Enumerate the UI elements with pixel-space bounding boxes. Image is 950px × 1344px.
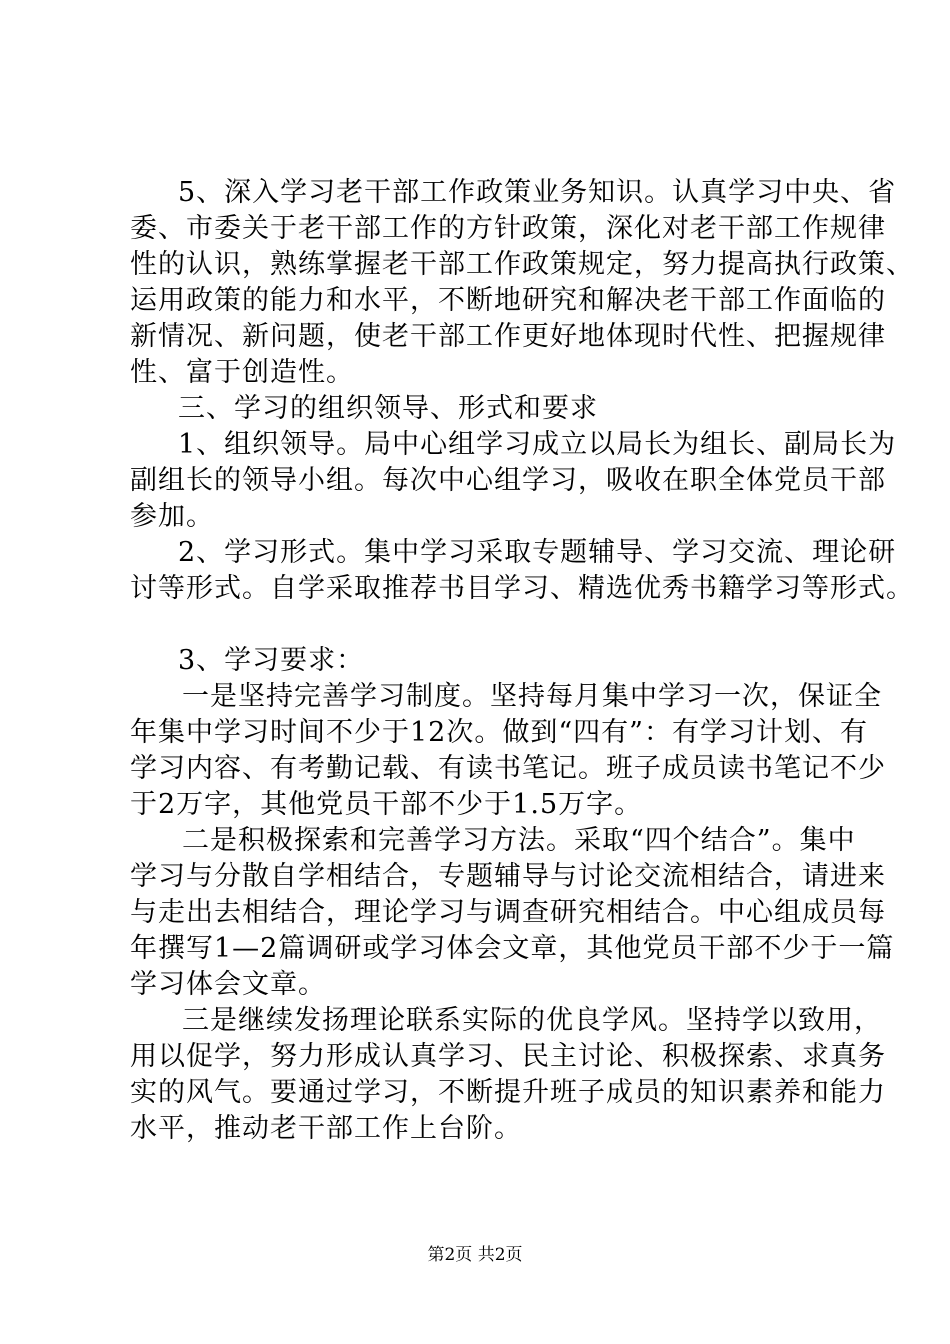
page-footer: 第2页 共2页: [427, 1245, 523, 1265]
paragraph-line: 委、市委关于老干部工作的方针政策，深化对老干部工作规律: [130, 213, 886, 244]
paragraph-line: 性的认识，熟练掌握老干部工作政策规定，努力提高执行政策、: [130, 249, 914, 280]
paragraph-line: 年撰写1—2篇调研或学习体会文章，其他党员干部不少于一篇: [130, 933, 895, 964]
paragraph-line: 3、学习要求：: [178, 645, 365, 676]
paragraph-line: 用以促学，努力形成认真学习、民主讨论、积极探索、求真务: [130, 1041, 886, 1072]
paragraph-line: 新情况、新问题，使老干部工作更好地体现时代性、把握规律: [130, 321, 886, 352]
paragraph-line: 年集中学习时间不少于12次。做到“四有”：有学习计划、有: [130, 717, 868, 748]
document-body: [130, 175, 914, 1147]
paragraph-line: 于2万字，其他党员干部不少于1.5万字。: [130, 789, 643, 820]
paragraph-line: 学习体会文章。: [130, 969, 326, 1000]
paragraph-line: 参加。: [130, 501, 214, 532]
paragraph-line: 学习内容、有考勤记载、有读书笔记。班子成员读书笔记不少: [130, 753, 886, 784]
paragraph-line: 2、学习形式。集中学习采取专题辅导、学习交流、理论研: [178, 537, 897, 568]
paragraph-line: 性、富于创造性。: [130, 357, 354, 388]
paragraph-line: 运用政策的能力和水平，不断地研究和解决老干部工作面临的: [130, 285, 886, 316]
paragraph-line: 三是继续发扬理论联系实际的优良学风。坚持学以致用，: [182, 1005, 882, 1036]
paragraph-line: 实的风气。要通过学习，不断提升班子成员的知识素养和能力: [130, 1077, 886, 1108]
paragraph-line: 5、深入学习老干部工作政策业务知识。认真学习中央、省: [178, 177, 897, 208]
paragraph-line: 讨等形式。自学采取推荐书目学习、精选优秀书籍学习等形式。: [130, 573, 914, 604]
paragraph-line: 副组长的领导小组。每次中心组学习，吸收在职全体党员干部: [130, 465, 886, 496]
section-heading: 三、学习的组织领导、形式和要求: [178, 393, 598, 424]
paragraph-line: 水平，推动老干部工作上台阶。: [130, 1113, 522, 1144]
paragraph-line: 1、组织领导。局中心组学习成立以局长为组长、副局长为: [178, 429, 897, 460]
paragraph-line: 学习与分散自学相结合，专题辅导与讨论交流相结合，请进来: [130, 861, 886, 892]
paragraph-line: 一是坚持完善学习制度。坚持每月集中学习一次，保证全: [182, 681, 882, 712]
blank-line: [130, 607, 850, 643]
paragraph-line: 二是积极探索和完善学习方法。采取“四个结合”。集中: [182, 825, 856, 856]
paragraph-line: 与走出去相结合，理论学习与调查研究相结合。中心组成员每: [130, 897, 886, 928]
